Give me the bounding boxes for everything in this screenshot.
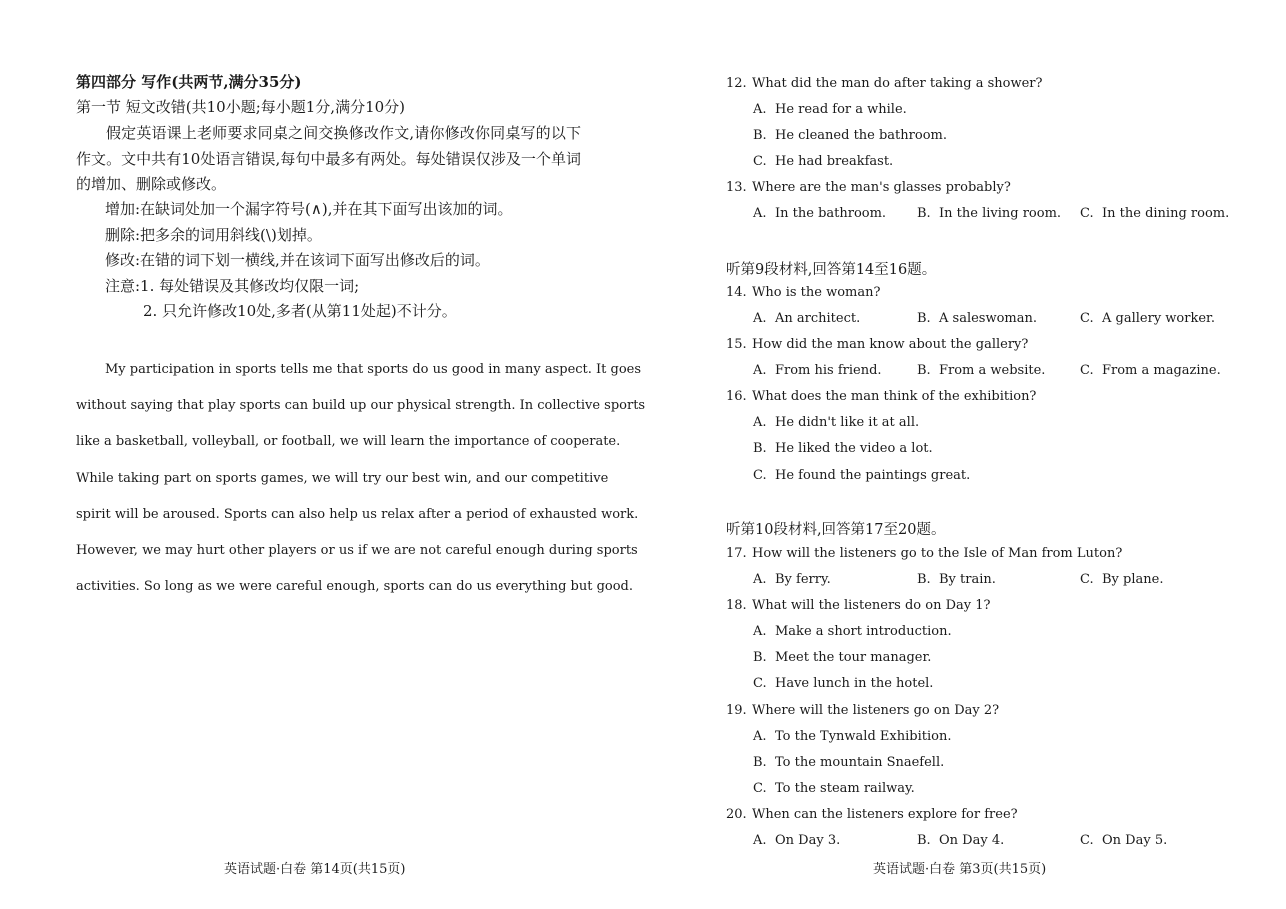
page-footer-right: 英语试题·白卷 第3页(共15页)	[873, 862, 1047, 877]
question-text: How will the listeners go to the Isle of Man from Luton?	[752, 546, 1123, 561]
question-12	[726, 76, 1042, 91]
option-13-c: C. In the dining room.	[1080, 206, 1230, 221]
essay-line: My participation in sports tells me that sports do us good in many aspect. It goes	[105, 362, 642, 377]
question-number: 12.	[726, 76, 747, 91]
question-15	[726, 337, 1028, 352]
question-18	[726, 598, 991, 613]
delete-rule: 删除:把多余的词用斜线(\)划掉。	[105, 226, 322, 244]
option-18-b: B. Meet the tour manager.	[753, 650, 932, 665]
question-number: 20.	[726, 807, 747, 822]
question-text: What does the man think of the exhibition?	[752, 389, 1037, 404]
note-2: 2. 只允许修改10处,多者(从第11处起)不计分。	[143, 302, 457, 320]
option-20-b: B. On Day 4.	[917, 833, 1005, 848]
option-19-a: A. To the Tynwald Exhibition.	[753, 729, 952, 744]
option-14-a: A. An architect.	[753, 311, 861, 326]
option-12-c: C. He had breakfast.	[753, 154, 894, 169]
option-14-b: B. A saleswoman.	[917, 311, 1038, 326]
question-number: 19.	[726, 703, 747, 718]
essay-passage	[76, 352, 646, 605]
question-20	[726, 807, 1018, 822]
option-17-b: B. By train.	[917, 572, 996, 587]
option-20-c: C. On Day 5.	[1080, 833, 1168, 848]
section-10-heading: 听第10段材料,回答第17至20题。	[726, 522, 946, 538]
question-19	[726, 703, 999, 718]
essay-line: However, we may hurt other players or us if we are not careful enough during sports	[76, 543, 638, 559]
option-14-c: C. A gallery worker.	[1080, 311, 1215, 326]
option-12-b: B. He cleaned the bathroom.	[753, 128, 947, 143]
question-number: 15.	[726, 337, 747, 352]
question-text: How did the man know about the gallery?	[752, 337, 1029, 352]
question-text: Who is the woman?	[752, 285, 881, 300]
essay-line: While taking part on sports games, we will try our best win, and our competitive	[76, 470, 609, 486]
question-text: What did the man do after taking a shower?	[752, 76, 1043, 91]
question-16	[726, 389, 1036, 404]
instruction-text: 假定英语课上老师要求同桌之间交换修改作文,请你修改你同桌写的以下作文。文中共有10处语言错误,每句中最多有两处。每处错误仅涉及一个单词的增加、删除或修改。	[76, 124, 581, 193]
option-18-a: A. Make a short introduction.	[753, 624, 952, 639]
question-number: 16.	[726, 389, 747, 404]
option-16-a: A. He didn't like it at all.	[753, 415, 920, 430]
question-13	[726, 180, 1011, 195]
option-15-b: B. From a website.	[917, 363, 1046, 378]
question-text: When can the listeners explore for free?	[752, 807, 1018, 822]
option-17-c: C. By plane.	[1080, 572, 1164, 587]
right-page	[643, 0, 1286, 909]
option-20-a: A. On Day 3.	[753, 833, 841, 848]
question-number: 13.	[726, 180, 747, 195]
instruction-paragraph	[76, 121, 581, 198]
essay-line: activities. So long as we were careful enough, sports can do us everything but good.	[76, 579, 634, 595]
part-heading: 第四部分 写作(共两节,满分35分)	[76, 73, 302, 91]
page-footer-left: 英语试题·白卷 第14页(共15页)	[224, 862, 406, 877]
option-13-a: A. In the bathroom.	[753, 206, 887, 221]
option-15-a: A. From his friend.	[753, 363, 882, 378]
add-rule: 增加:在缺词处加一个漏字符号(∧),并在其下面写出该加的词。	[105, 200, 513, 218]
question-text: Where are the man's glasses probably?	[752, 180, 1011, 195]
question-text: Where will the listeners go on Day 2?	[752, 703, 1000, 718]
option-15-c: C. From a magazine.	[1080, 363, 1221, 378]
essay-line: like a basketball, volleyball, or football, we will learn the importance of cooperate.	[76, 434, 621, 450]
section-title: 第一节 短文改错(共10小题;每小题1分,满分10分)	[76, 98, 406, 116]
option-17-a: A. By ferry.	[753, 572, 831, 587]
section-9-heading: 听第9段材料,回答第14至16题。	[726, 262, 937, 278]
option-16-c: C. He found the paintings great.	[753, 468, 971, 483]
option-13-b: B. In the living room.	[917, 206, 1062, 221]
option-18-c: C. Have lunch in the hotel.	[753, 676, 934, 691]
essay-line: without saying that play sports can build up our physical strength. In collective sports	[76, 398, 646, 414]
essay-line: spirit will be aroused. Sports can also help us relax after a period of exhausted work.	[76, 506, 639, 522]
question-14	[726, 285, 880, 300]
option-19-b: B. To the mountain Snaefell.	[753, 755, 945, 770]
question-number: 17.	[726, 546, 747, 561]
note-1: 注意:1. 每处错误及其修改均仅限一词;	[105, 277, 360, 295]
question-number: 14.	[726, 285, 747, 300]
question-17	[726, 546, 1122, 561]
option-12-a: A. He read for a while.	[753, 102, 907, 117]
question-text: What will the listeners do on Day 1?	[752, 598, 991, 613]
option-19-c: C. To the steam railway.	[753, 781, 915, 796]
option-16-b: B. He liked the video a lot.	[753, 441, 933, 456]
modify-rule: 修改:在错的词下划一横线,并在该词下面写出修改后的词。	[105, 251, 490, 269]
question-number: 18.	[726, 598, 747, 613]
